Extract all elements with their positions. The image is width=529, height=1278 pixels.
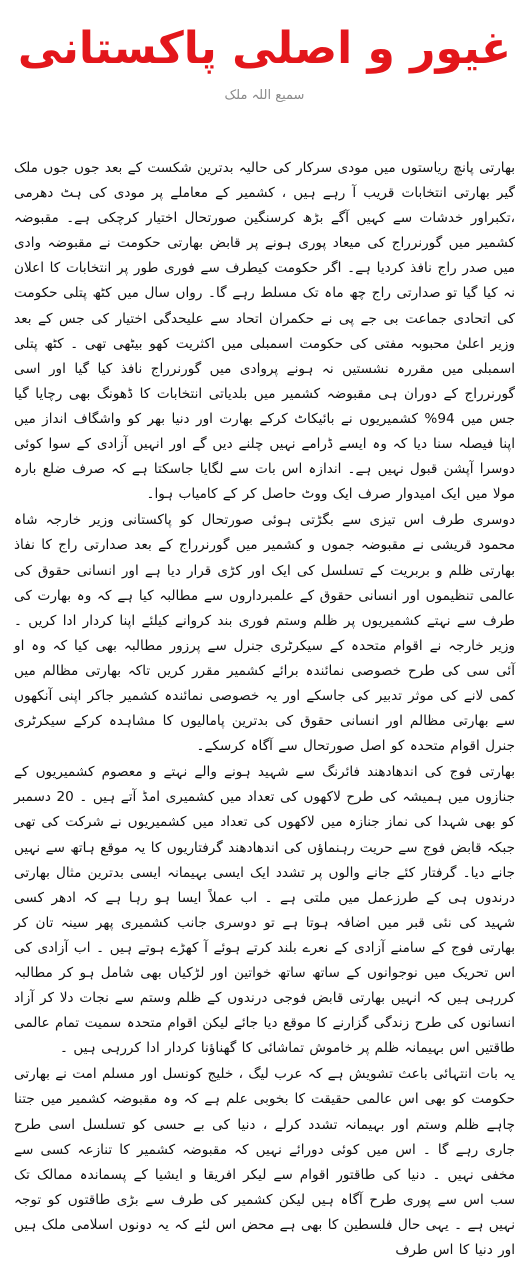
article-page (0, 20, 529, 1278)
article-title: غیور و اصلی پاکستانی (17, 23, 512, 74)
article-paragraph: بھارتی پانچ ریاستوں میں مودی سرکار کی حالیہ بدترین شکست کے بعد جوں جوں ملک گیر بھارتی انتخابات قریب آ رہے ہیں ، کشمیر کے معاملے پر مودی کی ہٹ دھرمی ،تکبراور خدشات سے کہیں آگے بڑھ کرسنگین صورتحال اختیار کرچکی ہے۔ مقبوضہ کشمیر میں گورنرراج کی میعاد پوری ہونے پر قابض بھارتی حکومت نے مقبوضہ وادی میں صدر راج نافذ کردیا ہے۔ اگر حکومت کیطرف سے فوری طور پر انتخابات کا اعلان نہ کیا گیا تو صدارتی راج چھ ماہ تک مسلط رہے گا۔ رواں سال میں کٹھ پتلی حکومت کی اتحادی جماعت بی جے پی نے حکمران اتحاد سے علیحدگی اختیار کی جس کے بعد وزیر اعلیٰ محبوبہ مفتی کی حکومت اسمبلی میں اکثریت کھو بیٹھی تھی ۔ کٹھ پتلی اسمبلی میں مقررہ نشستیں نہ ہونے پروادی میں گورنرراج نافذ کیا گیا اور اسی گورنرراج کے دوران ہی مقبوضہ کشمیر میں بلدیاتی انتخابات کا ڈھونگ بھی رچایا گیا جس میں 94% کشمیریوں نے بائیکاٹ کرکے بھارت اور دنیا بھر کو واشگاف انداز میں اپنا فیصلہ سنا دیا کہ وہ ایسے ڈرامے نہیں چلنے دیں گے اور انہیں آزادی کے سوا کوئی دوسرا آپشن قبول نہیں ہے۔ اندازہ اس بات سے لگایا جاسکتا ہے کہ صرف ضلع بارہ مولا میں ایک امیدوار صرف ایک ووٹ حاصل کر کے کامیاب ہوا۔ (14, 160, 516, 503)
article-body (14, 156, 515, 1263)
article-paragraph: یہ بات انتہائی باعث تشویش ہے کہ عرب لیگ ، خلیج کونسل اور مسلم امت نے بھارتی حکومت کو بھی اس عالمی حقیقت کا بخوبی علم ہے کہ وہ مقبوضہ کشمیر میں جتنا چاہے ظلم وستم اور بہیمانہ تشدد کرلے ، دنیا کی بے حسی کو تسلسل اسی طرح جاری رہے گا ۔ اس میں کوئی دورائے نہیں کہ مقبوضہ کشمیر کا تنازعہ کسی سے مخفی نہیں ۔ دنیا کی طاقتور اقوام سے لیکر افریقا و ایشیا کے پسماندہ ممالک تک سب اس سے پوری طرح آگاہ ہیں لیکن کشمیر کی طرف سے بڑی طاقتوں کو توجہ نہیں ہے ۔ یہی حال فلسطین کا بھی ہے محض اس لئے کہ یہ دونوں اسلامی ملک ہیں اور دنیا کا اس طرف (14, 1066, 515, 1259)
author-byline: سمیع اللہ ملک (224, 88, 305, 103)
article-paragraph: بھارتی فوج کی اندھادھند فائرنگ سے شہید ہونے والے نہتے و معصوم کشمیریوں کے جنازوں میں ہمیشہ کی طرح لاکھوں کی تعداد میں کشمیری امڈ آتے ہیں ۔ 20 دسمبر کو بھی شہدا کی نماز جنازہ میں لاکھوں کی تعداد میں کشمیریوں نے شرکت کی تھی جبکہ قابض فوج سے حریت رہنماؤں کی اندھادھند گرفتاریوں کا یہ موقع ہاتھ سے نہیں جانے دیا۔ گرفتار کئے جانے والوں پر تشدد ایک ایسی بہیمانہ ایسی بدترین مثال بھارتی درندوں ہی کے طرزعمل میں ملتی ہے ۔ اب عملاً ایسا ہو رہا ہے کہ ادھر کسی شہید کی نئی قبر میں اضافہ ہوتا ہے تو دوسری جانب کشمیری پھر سینہ تان کر بھارتی فوج کے سامنے آزادی کے نعرے بلند کرتے ہوئے آ کھڑے ہوتے ہیں ۔ اب آزادی کی اس تحریک میں نوجوانوں کے ساتھ ساتھ خواتین اور لڑکیاں بھی شامل ہو کر مطالبہ کررہی ہیں کہ انہیں بھارتی قابض فوجی درندوں کے ظلم وستم سے نجات دلا کر آزاد انسانوں کی طرح زندگی گزارنے کا موقع دیا جائے لیکن اقوام متحدہ سمیت تمام عالمی طاقتیں اس بہیمانہ ظلم پر خاموش تماشائی کا گھناؤنا کردار ادا کررہی ہیں ۔ (14, 764, 515, 1057)
article-paragraph: دوسری طرف اس تیزی سے بگڑتی ہوئی صورتحال کو پاکستانی وزیر خارجہ شاہ محمود قریشی نے مقبوضہ جموں و کشمیر میں گورنرراج کے بعد صدارتی راج کا نفاذ بھارتی ظلم و بربریت کے تسلسل کی ایک اور کڑی قرار دیا ہے اور انسانی حقوق کی عالمی تنظیموں اور انسانی حقوق کے علمبرداروں سے مطالبہ کیا ہے کہ وہ بھارت کی طرف سے نہتے کشمیریوں پر ظلم وستم فوری بند کروانے کیلئے اپنا کردار ادا کریں ۔ وزیر خارجہ نے اقوام متحدہ کے سیکرٹری جنرل سے پرزور مطالبہ بھی کیا کہ وہ او آئی سی کی طرح خصوصی نمائندہ برائے کشمیر مقرر کریں تاکہ بھارتی مظالم میں کمی لانے کی موثر تدبیر کی جاسکے اور یہ خصوصی نمائندہ کشمیر جاکر اپنی آنکھوں سے بھارتی مظالم اور انسانی حقوق کی بدترین پامالیوں کا مشاہدہ کرکے سیکرٹری جنرل اقوام متحدہ کو اصل صورتحال سے آگاہ کرسکے۔ (14, 512, 515, 755)
